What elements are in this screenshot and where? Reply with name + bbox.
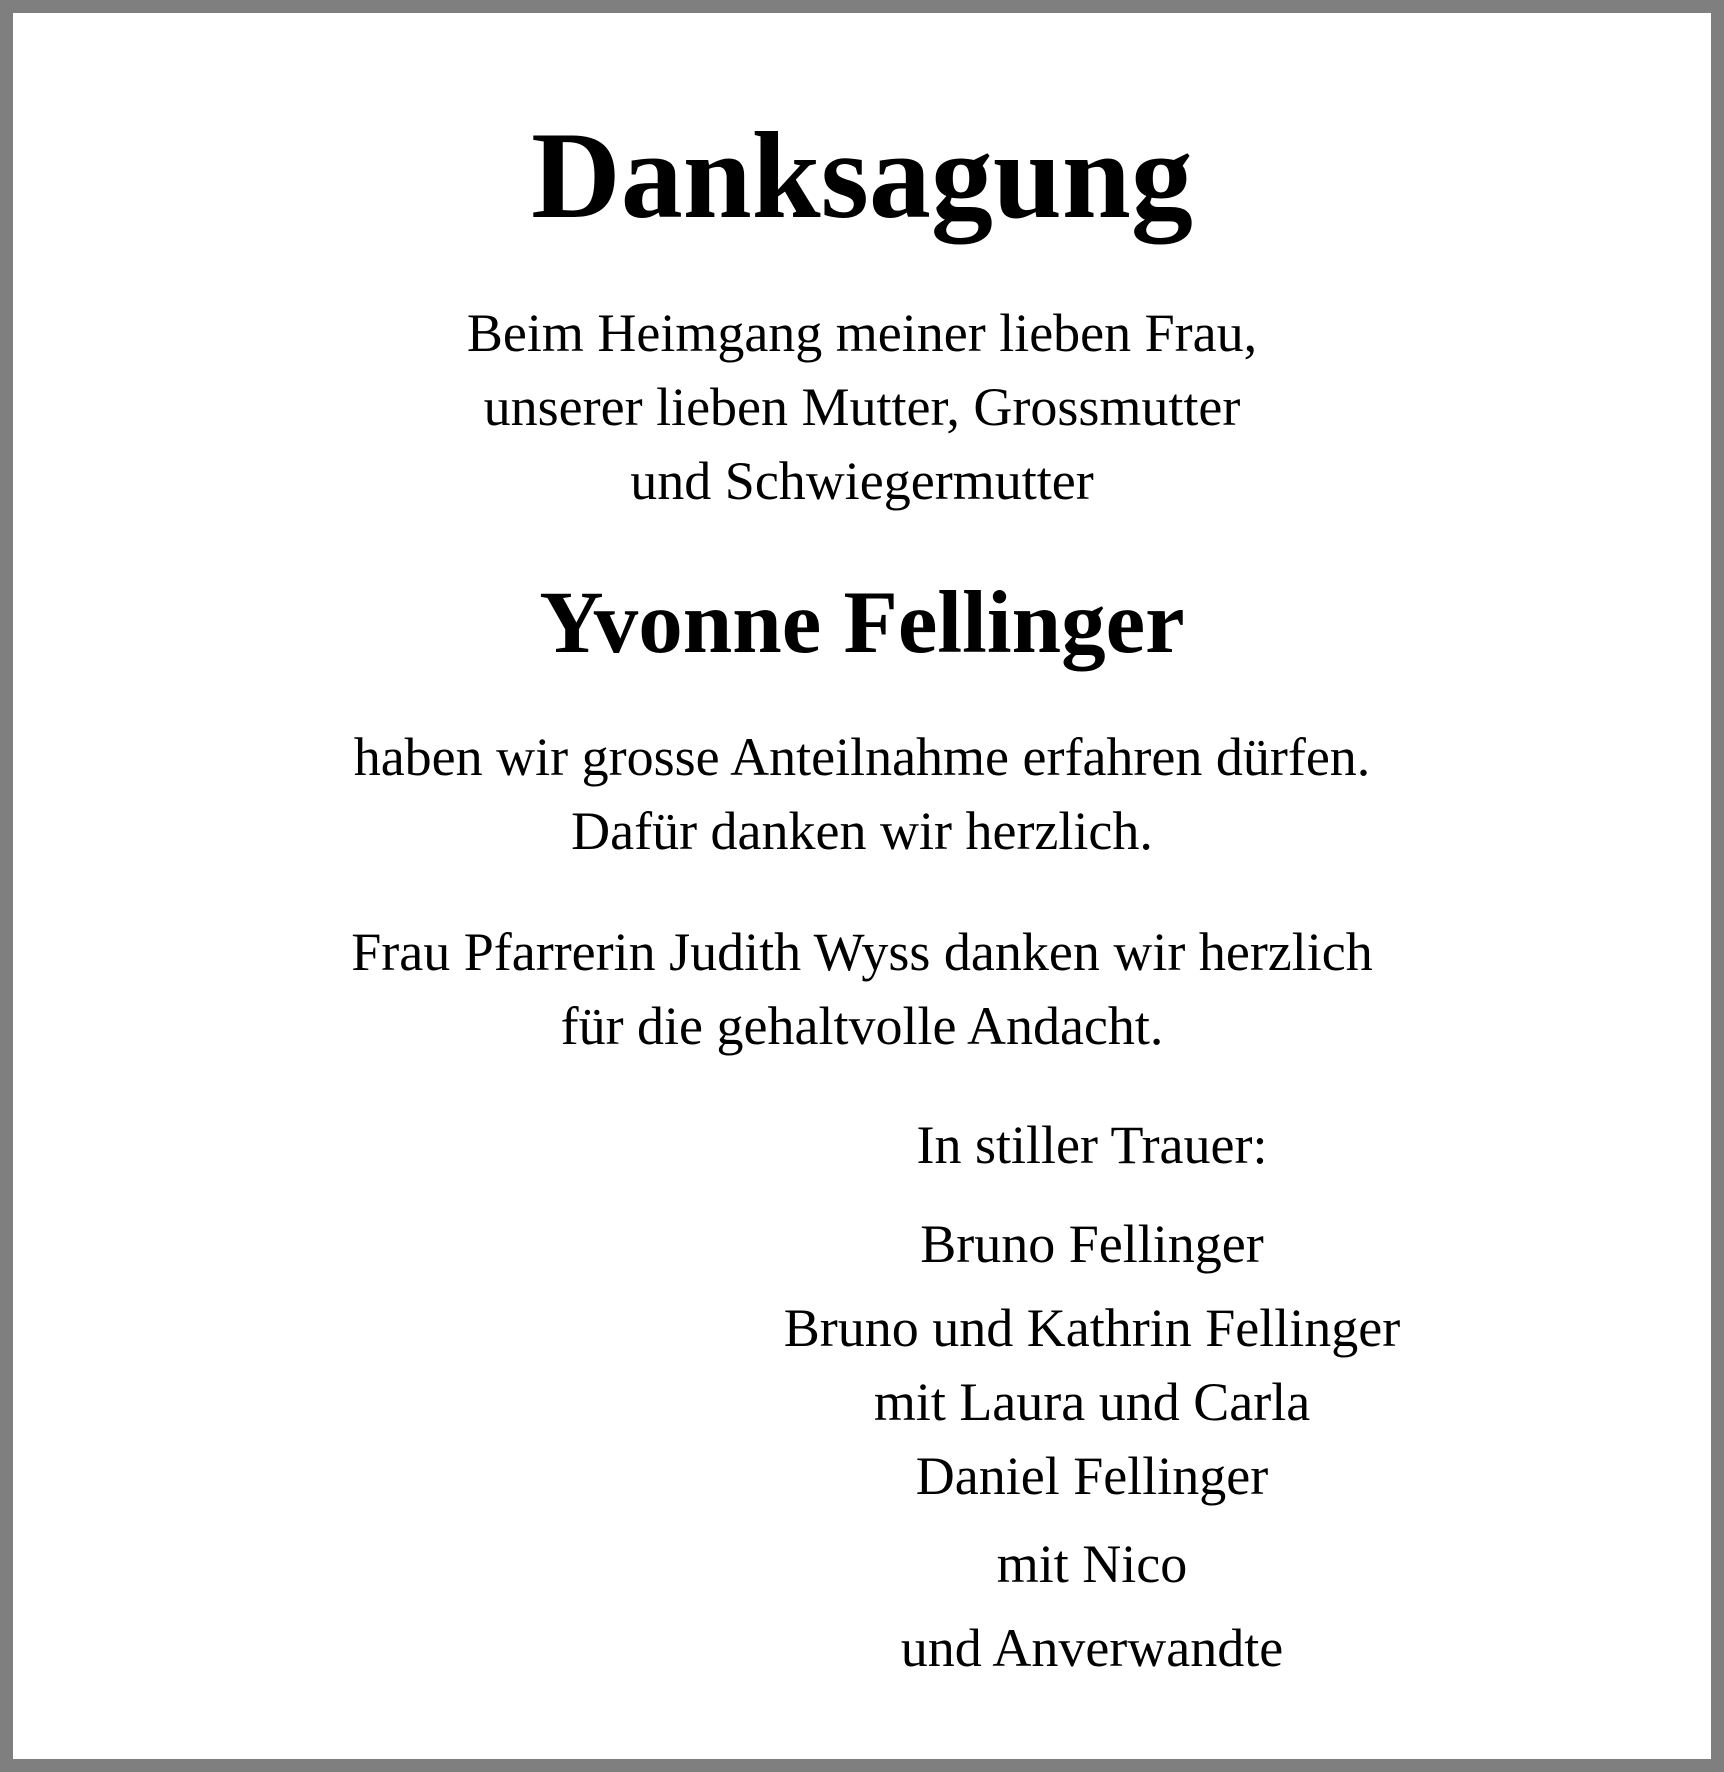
mourner-group: [733, 1527, 1451, 1601]
mourners-heading: In stiller Trauer:: [916, 1115, 1268, 1175]
intro-block: [13, 296, 1711, 518]
mourner-line: Bruno und Kathrin Fellinger: [783, 1298, 1401, 1358]
intro-line: unserer lieben Mutter, Grossmutter: [483, 377, 1241, 437]
mourner-line: Bruno Fellinger: [920, 1214, 1264, 1274]
page-title: Danksagung: [531, 107, 1193, 244]
pastor-thanks-line: Frau Pfarrerin Judith Wyss danken wir herzlich: [351, 922, 1373, 982]
mourner-group: [733, 1611, 1451, 1685]
intro-line: und Schwiegermutter: [630, 451, 1094, 511]
mourner-group: [733, 1207, 1451, 1281]
intro-line: Beim Heimgang meiner lieben Frau,: [466, 303, 1258, 363]
pastor-thanks-block: [13, 915, 1711, 1063]
mourner-line: und Anverwandte: [900, 1618, 1284, 1678]
pastor-thanks-line: für die gehaltvolle Andacht.: [560, 996, 1164, 1056]
thanks-block: [13, 720, 1711, 868]
mourner-line: mit Nico: [996, 1534, 1188, 1594]
mourner-line: Daniel Fellinger: [915, 1446, 1269, 1506]
mourner-group: [733, 1291, 1451, 1513]
deceased-name: Yvonne Fellinger: [539, 574, 1185, 672]
thanks-line: Dafür danken wir herzlich.: [571, 801, 1153, 861]
mourner-line: mit Laura und Carla: [873, 1372, 1311, 1432]
thanks-line: haben wir grosse Anteilnahme erfahren dürfen.: [353, 727, 1371, 787]
